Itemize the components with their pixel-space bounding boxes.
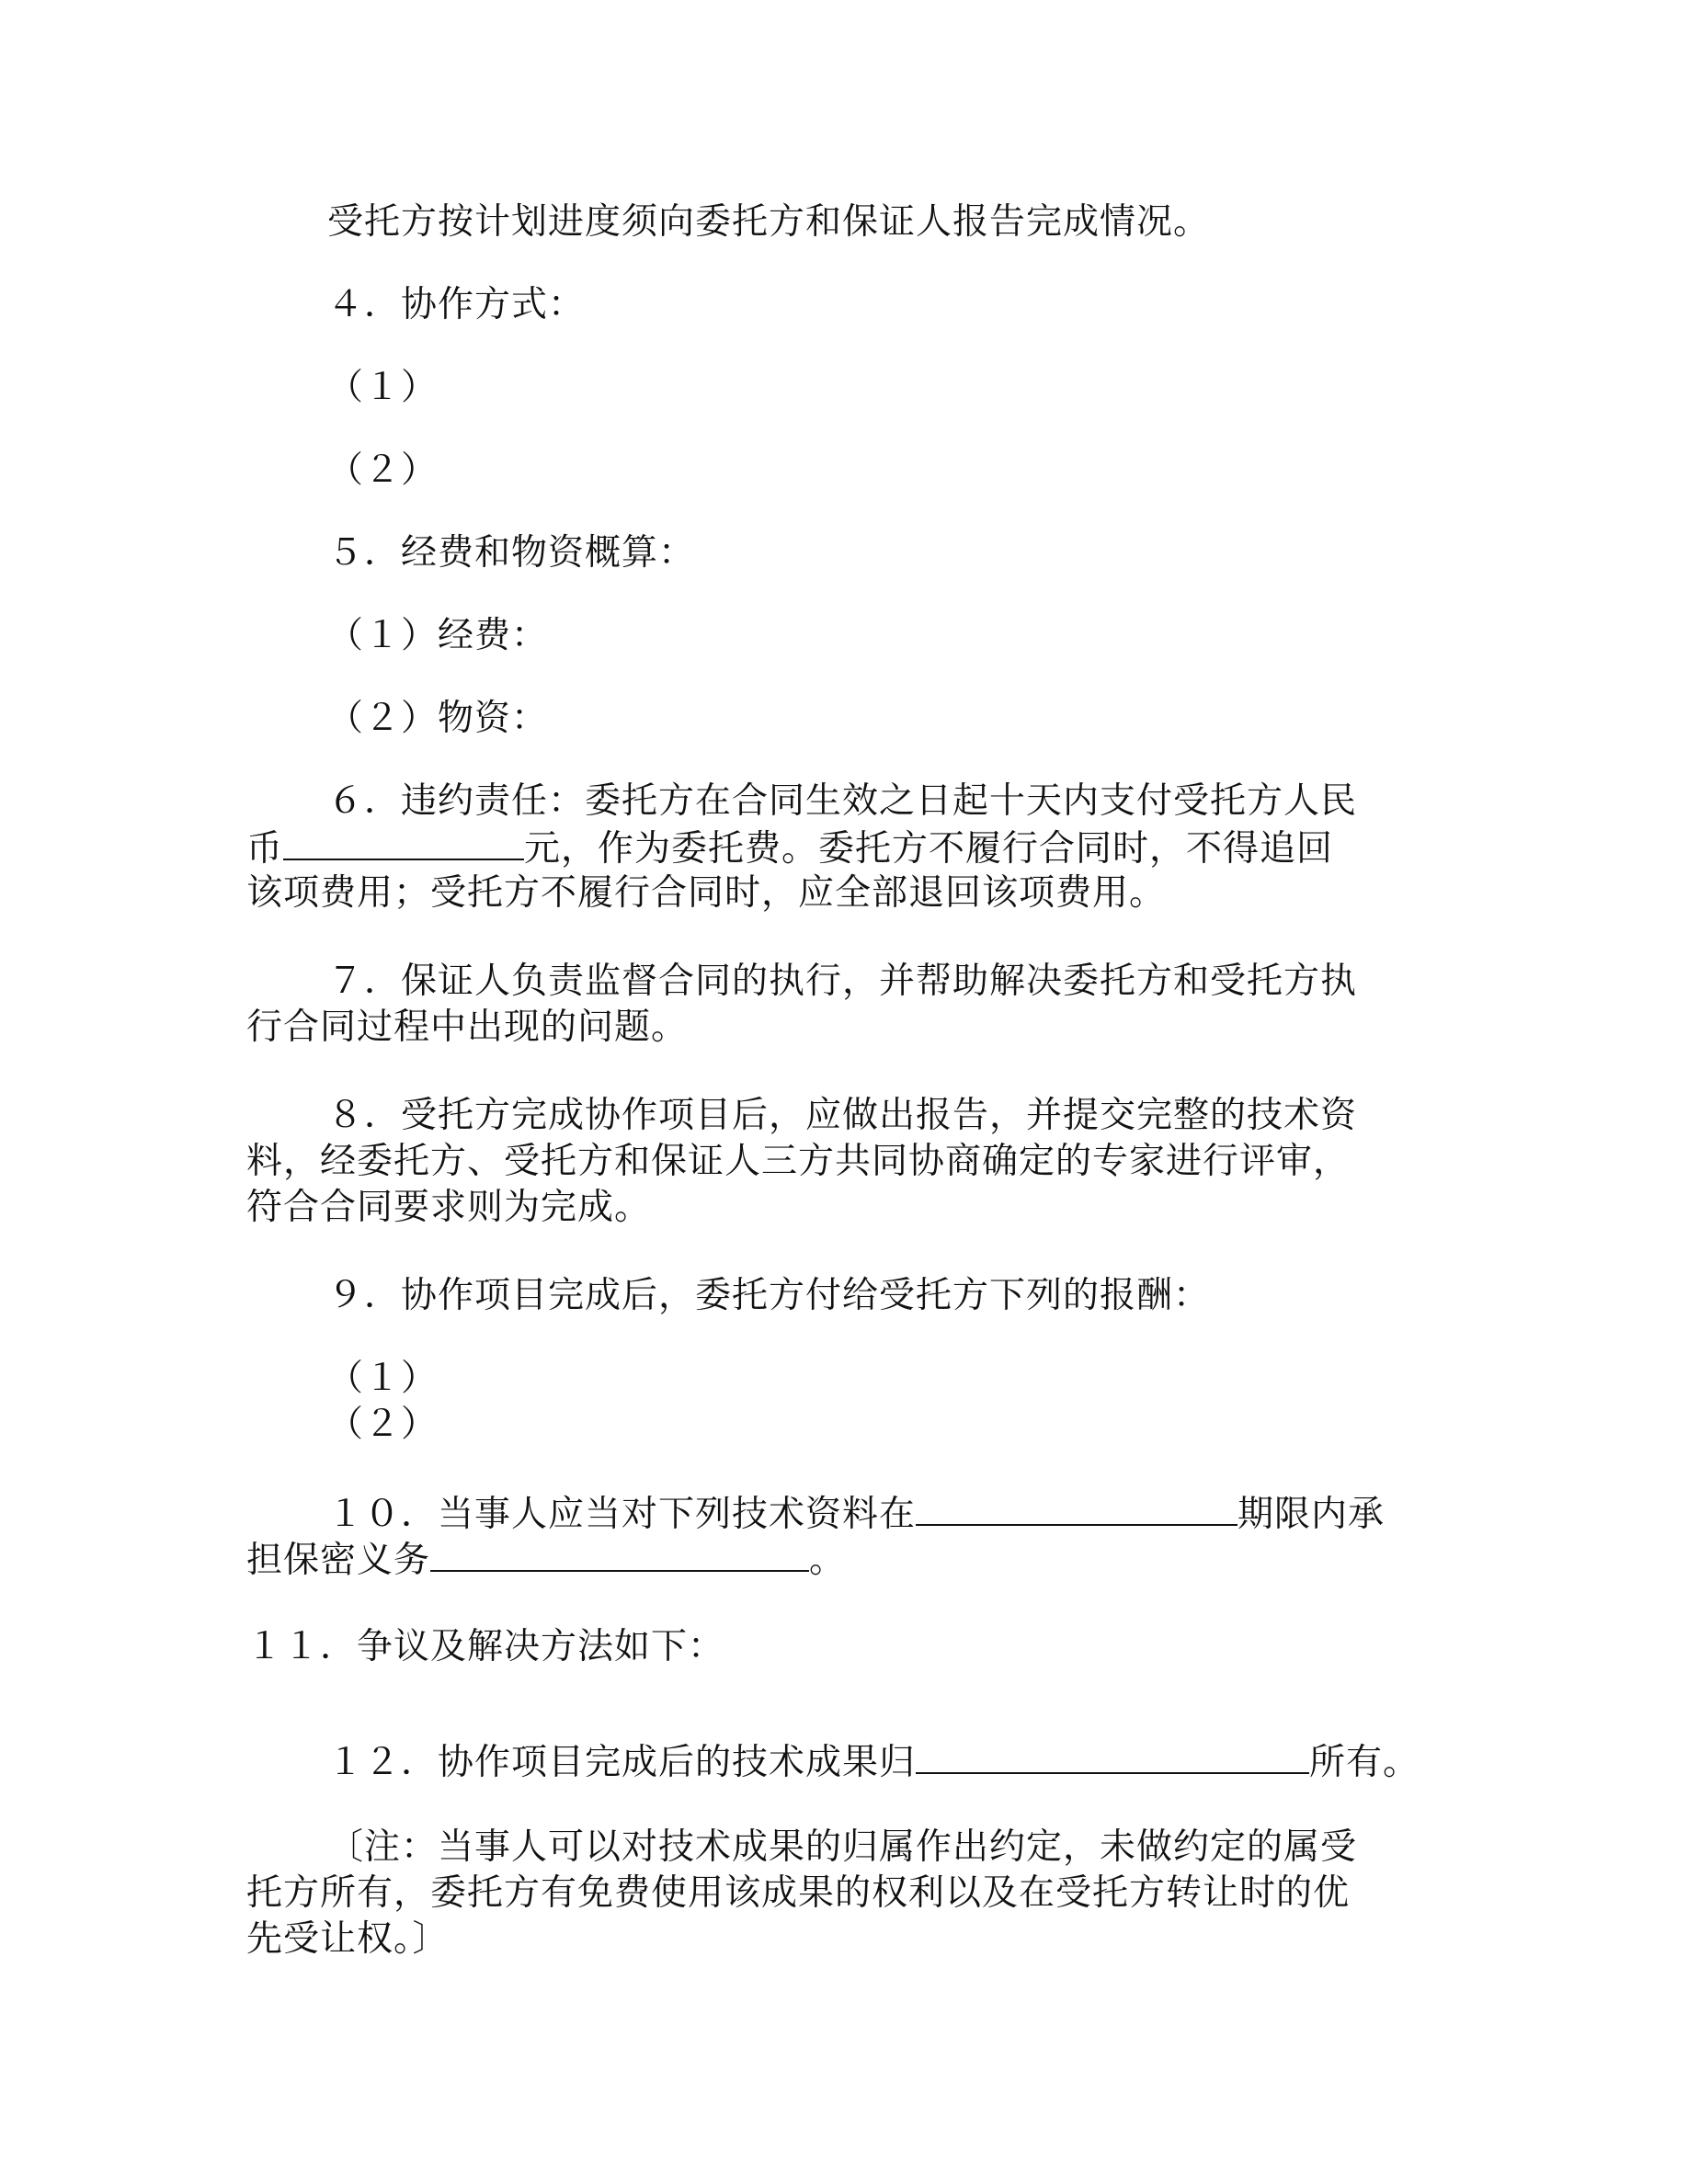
section-5-item-1: （１）经费：: [327, 615, 549, 656]
section-5-item-2: （２）物资：: [327, 698, 549, 739]
section-10-line-2-start: 担保密义务: [246, 1540, 431, 1581]
section-7-line-1: ７．保证人负责监督合同的执行，并帮助解决委托方和受托方执: [327, 961, 1358, 1002]
section-10-line-2: [246, 1537, 846, 1583]
note-line-1: 〔注：当事人可以对技术成果的归属作出约定，未做约定的属受: [327, 1826, 1358, 1868]
section-8-line-3: 符合合同要求则为完成。: [246, 1187, 652, 1228]
section-10-line-1-start: １０．当事人应当对下列技术资料在: [327, 1494, 917, 1535]
section-12-line: [327, 1739, 1420, 1785]
note-line-2: 托方所有，委托方有免费使用该成果的权利以及在受托方转让时的优: [246, 1872, 1351, 1914]
section-10-line-2-end: 。: [809, 1540, 847, 1581]
section-8-line-1: ８．受托方完成协作项目后，应做出报告，并提交完整的技术资: [327, 1095, 1358, 1136]
note-line-3: 先受让权。〕: [246, 1918, 450, 1960]
section-6-line-2: [246, 825, 1333, 871]
section-10-line-1: [327, 1491, 1385, 1537]
section-5-title: ５．经费和物资概算：: [327, 532, 696, 574]
section-8-line-2: 料，经委托方、受托方和保证人三方共同协商确定的专家进行评审，: [246, 1141, 1351, 1182]
section-6-line-3: 该项费用；受托方不履行合同时，应全部退回该项费用。: [246, 872, 1167, 914]
section-12-start: １２．协作项目完成后的技术成果归: [327, 1742, 917, 1783]
section-6-line-2-end: 元，作为委托费。委托方不履行合同时，不得追回: [524, 828, 1334, 870]
section-6-line-2-start: 币: [246, 828, 284, 870]
section-11-title: １１．争议及解决方法如下：: [246, 1626, 725, 1667]
section-9-title: ９．协作项目完成后，委托方付给受托方下列的报酬：: [327, 1275, 1211, 1316]
section-4-title: ４．协作方式：: [327, 284, 586, 325]
section-4-item-1: （１）: [327, 367, 439, 408]
fee-amount-blank[interactable]: [283, 825, 524, 860]
section-4-item-2: （２）: [327, 449, 439, 491]
section-9-item-2: （２）: [327, 1404, 439, 1445]
confidentiality-period-blank[interactable]: [916, 1491, 1237, 1526]
section-12-end: 所有。: [1309, 1742, 1420, 1783]
confidentiality-obligation-blank[interactable]: [430, 1537, 809, 1572]
section-9-item-1: （１）: [327, 1358, 439, 1399]
section-6-line-1: ６．违约责任：委托方在合同生效之日起十天内支付受托方人民: [327, 780, 1358, 822]
section-10-line-1-end: 期限内承: [1237, 1494, 1386, 1535]
section-7-line-2: 行合同过程中出现的问题。: [246, 1007, 689, 1048]
ownership-blank[interactable]: [916, 1739, 1309, 1774]
paragraph-progress-report: 受托方按计划进度须向委托方和保证人报告完成情况。: [327, 201, 1211, 243]
